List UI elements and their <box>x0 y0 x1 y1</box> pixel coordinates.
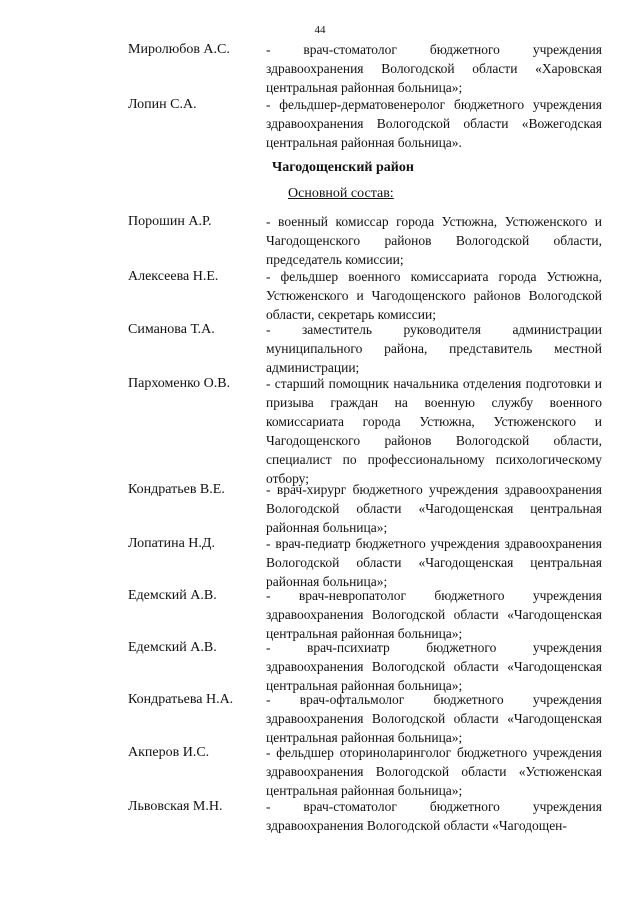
member-name: Лопатина Н.Д. <box>128 536 215 551</box>
member-name: Симанова Т.А. <box>128 322 215 337</box>
member-description: - врач-стоматолог бюджетного учреждения здравоохранения Вологодской области «Харовская центральная районная больница»; <box>266 42 602 95</box>
member-name: Едемский А.В. <box>128 588 217 603</box>
member-description: - военный комиссар города Устюжна, Устюженского и Чагодощенского районов Вологодской области, председатель комиссии; <box>266 214 602 267</box>
member-description: - врач-офтальмолог бюджетного учреждения здравоохранения Вологодской области «Чагодощенская центральная районная больница»; <box>266 692 602 745</box>
member-description: - заместитель руководителя администрации муниципального района, представитель местной администрации; <box>266 322 602 375</box>
member-description: - старший помощник начальника отделения подготовки и призыва граждан на военную службу военного комиссариата города Устюжна, Устюженского и Чагодощенского районов Вологодской области, специалист по профессиональному психологическому отбору; <box>266 376 602 486</box>
member-name: Миролюбов А.С. <box>128 42 230 57</box>
member-name: Кондратьева Н.А. <box>128 692 234 707</box>
member-description: - врач-психиатр бюджетного учреждения здравоохранения Вологодской области «Чагодощенская центральная районная больница»; <box>266 640 602 693</box>
member-name: Порошин А.Р. <box>128 214 212 229</box>
member-description: - врач-хирург бюджетного учреждения здравоохранения Вологодской области «Чагодощенская центральная районная больница»; <box>266 482 602 535</box>
member-description: - фельдшер-дерматовенеролог бюджетного учреждения здравоохранения Вологодской области «Вожегодская центральная районная больница». <box>266 97 602 150</box>
member-name: Алексеева Н.Е. <box>128 269 219 284</box>
member-name: Едемский А.В. <box>128 640 217 655</box>
page-number: 44 <box>314 24 326 36</box>
member-name: Кондратьев В.Е. <box>128 482 225 497</box>
member-description: - фельдшер оториноларинголог бюджетного учреждения здравоохранения Вологодской области «Устюженская центральная районная больница»; <box>266 745 602 798</box>
member-name: Пархоменко О.В. <box>128 376 231 391</box>
member-description: - врач-невропатолог бюджетного учреждения здравоохранения Вологодской области «Чагодощенская центральная районная больница»; <box>266 588 602 641</box>
member-description: - врач-стоматолог бюджетного учреждения здравоохранения Вологодской области «Чагодощен- <box>266 799 602 833</box>
section-title: Чагодощенский район <box>272 160 414 175</box>
subsection-title: Основной состав: <box>288 186 394 201</box>
member-name: Акперов И.С. <box>128 745 210 760</box>
member-name: Лопин С.А. <box>128 97 197 112</box>
member-name: Львовская М.Н. <box>128 799 223 814</box>
member-description: - фельдшер военного комиссариата города Устюжна, Устюженского и Чагодощенского районов Вологодской области, секретарь комиссии; <box>266 269 602 322</box>
member-description: - врач-педиатр бюджетного учреждения здравоохранения Вологодской области «Чагодощенская центральная районная больница»; <box>266 536 602 589</box>
